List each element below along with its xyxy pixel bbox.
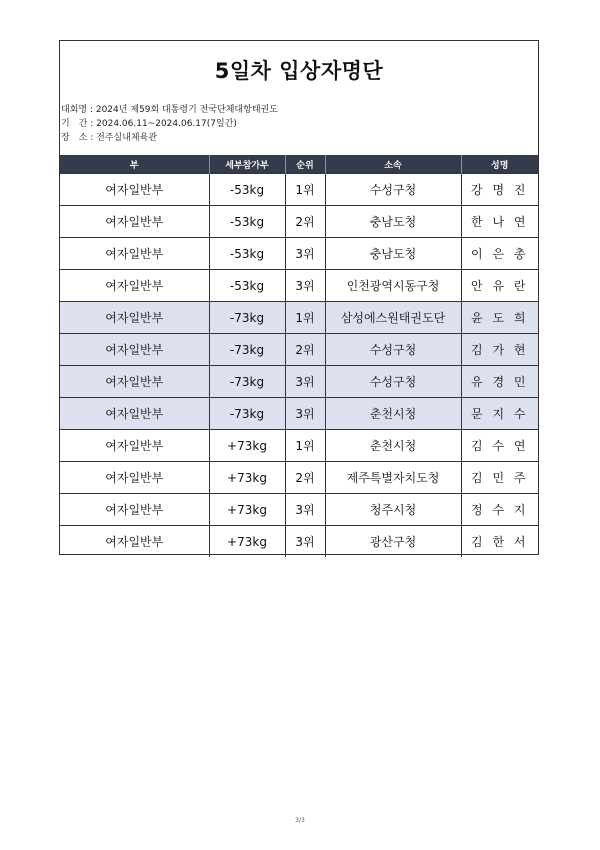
cell-division: 여자일반부 — [60, 398, 209, 430]
page-title: 5일차 입상자명단 — [214, 59, 384, 83]
cell-rank: 2위 — [285, 206, 325, 238]
table-row — [60, 398, 538, 430]
cell-division: 여자일반부 — [60, 270, 209, 302]
period-label: 기 간 — [61, 119, 88, 129]
period-value: 2024.06.11~2024.06.17(7일간) — [96, 119, 237, 129]
cell-team: 춘천시청 — [325, 430, 461, 462]
cell-name: 김 민 주 — [461, 462, 538, 494]
cell-weight-class: -53kg — [209, 174, 285, 206]
header-rank: 순위 — [285, 155, 325, 174]
cell-rank: 1위 — [285, 430, 325, 462]
page-number: 3/3 — [295, 817, 305, 824]
cell-weight-class: -73kg — [209, 334, 285, 366]
cell-weight-class: -73kg — [209, 366, 285, 398]
cell-name: 한 나 연 — [461, 206, 538, 238]
header-name: 성명 — [461, 155, 538, 174]
cell-team: 수성구청 — [325, 334, 461, 366]
cell-name: 정 수 지 — [461, 494, 538, 526]
cell-name: 이 은 총 — [461, 238, 538, 270]
cell-team: 수성구청 — [325, 366, 461, 398]
table-row — [60, 430, 538, 462]
cell-name: 안 유 란 — [461, 270, 538, 302]
cell-name: 김 가 현 — [461, 334, 538, 366]
cell-name: 김 수 연 — [461, 430, 538, 462]
table-row — [60, 238, 538, 270]
table-row — [60, 174, 538, 206]
table-row — [60, 366, 538, 398]
cell-name: 윤 도 희 — [461, 302, 538, 334]
competition-label: 대회명 — [61, 105, 88, 115]
table-row — [60, 334, 538, 366]
cell-rank: 3위 — [285, 398, 325, 430]
cell-name: 김 한 서 — [461, 526, 538, 558]
competition-value: 2024년 제59회 대통령기 전국단체대항태권도 — [95, 105, 278, 115]
cell-division: 여자일반부 — [60, 334, 209, 366]
cell-weight-class: -73kg — [209, 398, 285, 430]
cell-rank: 3위 — [285, 526, 325, 558]
venue-value: 전주실내체육관 — [96, 133, 158, 143]
table-row — [60, 526, 538, 558]
cell-weight-class: +73kg — [209, 462, 285, 494]
cell-division: 여자일반부 — [60, 174, 209, 206]
cell-weight-class: +73kg — [209, 430, 285, 462]
header-team: 소속 — [325, 155, 461, 174]
cell-team: 인천광역시동구청 — [325, 270, 461, 302]
cell-team: 춘천시청 — [325, 398, 461, 430]
competition-row: 대회명 : 2024년 제59회 대통령기 전국단체대항태권도 — [61, 105, 278, 115]
cell-division: 여자일반부 — [60, 430, 209, 462]
cell-rank: 2위 — [285, 334, 325, 366]
table-row — [60, 206, 538, 238]
cell-team: 제주특별자치도청 — [325, 462, 461, 494]
cell-division: 여자일반부 — [60, 494, 209, 526]
period-row: 기 간 : 2024.06.11~2024.06.17(7일간) — [61, 119, 237, 129]
cell-rank: 3위 — [285, 238, 325, 270]
cell-weight-class: -73kg — [209, 302, 285, 334]
cell-name: 문 지 수 — [461, 398, 538, 430]
cell-weight-class: -53kg — [209, 206, 285, 238]
cell-team: 광산구청 — [325, 526, 461, 558]
cell-name: 유 경 민 — [461, 366, 538, 398]
cell-name: 강 명 진 — [461, 174, 538, 206]
cell-division: 여자일반부 — [60, 302, 209, 334]
cell-division: 여자일반부 — [60, 462, 209, 494]
cell-rank: 3위 — [285, 494, 325, 526]
cell-weight-class: +73kg — [209, 526, 285, 558]
header-division: 부 — [60, 155, 209, 174]
table-row — [60, 270, 538, 302]
cell-division: 여자일반부 — [60, 366, 209, 398]
cell-division: 여자일반부 — [60, 206, 209, 238]
table-row — [60, 462, 538, 494]
cell-rank: 1위 — [285, 302, 325, 334]
cell-rank: 3위 — [285, 366, 325, 398]
table-row — [60, 302, 538, 334]
cell-weight-class: +73kg — [209, 494, 285, 526]
cell-rank: 3위 — [285, 270, 325, 302]
event-info — [61, 103, 278, 145]
cell-weight-class: -53kg — [209, 238, 285, 270]
venue-label: 장 소 — [61, 133, 88, 143]
cell-division: 여자일반부 — [60, 526, 209, 558]
cell-team: 수성구청 — [325, 174, 461, 206]
cell-division: 여자일반부 — [60, 238, 209, 270]
venue-row: 장 소 : 전주실내체육관 — [61, 133, 158, 143]
table-header-row — [60, 155, 538, 174]
table-row — [60, 494, 538, 526]
results-table — [60, 155, 538, 557]
cell-rank: 1위 — [285, 174, 325, 206]
cell-team: 충남도청 — [325, 206, 461, 238]
cell-team: 삼성에스원태권도단 — [325, 302, 461, 334]
cell-weight-class: -53kg — [209, 270, 285, 302]
cell-team: 청주시청 — [325, 494, 461, 526]
cell-team: 충남도청 — [325, 238, 461, 270]
cell-rank: 2위 — [285, 462, 325, 494]
results-body — [60, 174, 538, 558]
results-document — [59, 40, 539, 555]
header-weight-class: 세부참가부 — [209, 155, 285, 174]
